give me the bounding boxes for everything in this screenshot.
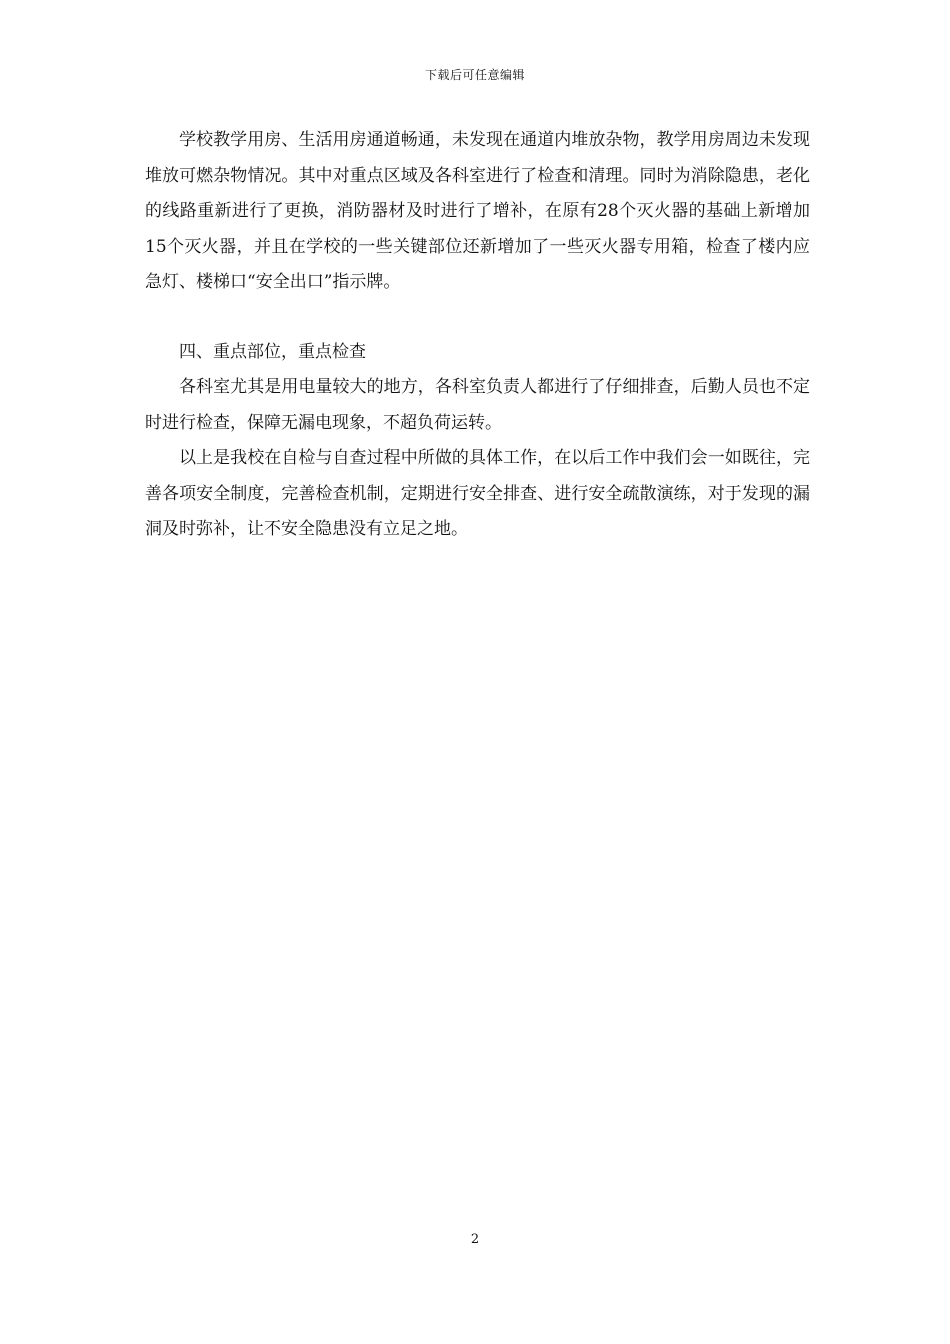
paragraph-electrical-check: 各科室尤其是用电量较大的地方，各科室负责人都进行了仔细排查，后勤人员也不定时进行检查，保障无漏电现象，不超负荷运转。 [145,377,810,433]
page-number: 2 [470,1232,480,1247]
section-heading-key-areas: 四、重点部位，重点检查 [179,341,366,362]
document-body [145,123,810,548]
page-header: 下载后可任意编辑 [424,68,525,82]
paragraph-conclusion: 以上是我校在自检与自查过程中所做的具体工作，在以后工作中我们会一如既往，完善各项安全制度，完善检查机制，定期进行安全排查、进行安全疏散演练，对于发现的漏洞及时弥补，让不安全隐患没有立足之地。 [145,448,810,539]
paragraph-fire-equipment: 学校教学用房、生活用房通道畅通，未发现在通道内堆放杂物，教学用房周边未发现堆放可燃杂物情况。其中对重点区域及各科室进行了检查和清理。同时为消除隐患，老化的线路重新进行了更换，消防器材及时进行了增补，在原有28个灭火器的基础上新增加15个灭火器，并且在学校的一些关键部位还新增加了一些灭火器专用箱，检查了楼内应急灯、楼梯口“安全出口”指示牌。 [145,130,810,292]
